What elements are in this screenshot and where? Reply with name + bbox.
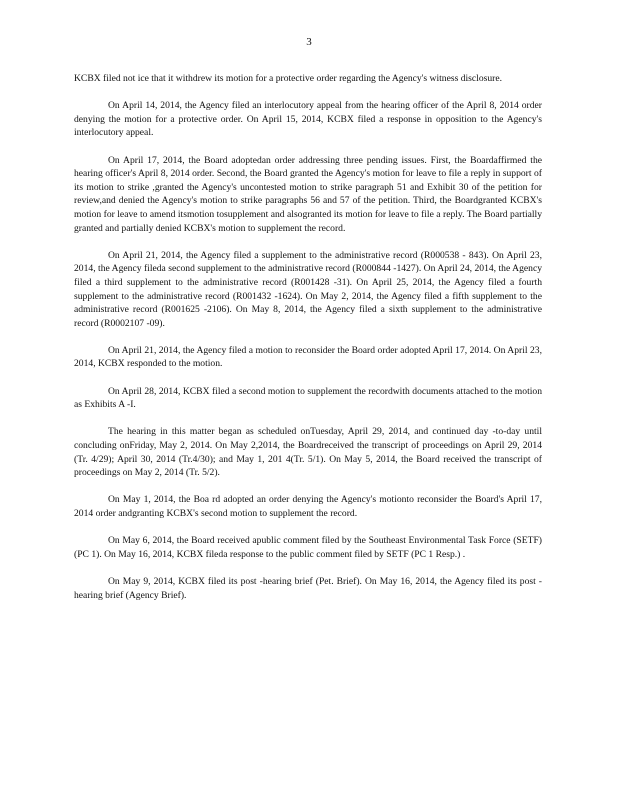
page-number: 3 xyxy=(306,36,312,48)
paragraph-interlocutory-appeal: On April 14, 2014, the Agency filed an interlocutory appeal from the hearing officer of the April 8, 2014 order denying the motion for a protective order. On April 15, 2014, KCBX filed a response in opposition to the Agency's interlocutory appeal. xyxy=(74,100,542,139)
document-body xyxy=(74,72,542,616)
paragraph-motion-to-reconsider: On April 21, 2014, the Agency filed a motion to reconsider the Board order adopted April 17, 2014. On April 23, 2014, KCBX responded to the motion. xyxy=(74,344,542,370)
paragraph-post-hearing-briefs: On May 9, 2014, KCBX filed its post -hearing brief (Pet. Brief). On May 16, 2014, the Agency filed its post -hearing brief (Agency Brief). xyxy=(74,575,542,601)
paragraph-second-motion-supplement: On April 28, 2014, KCBX filed a second motion to supplement the recordwith documents attached to the motion as Exhibits A -I. xyxy=(74,385,542,411)
paragraph-may-1-order: On May 1, 2014, the Boa rd adopted an order denying the Agency's motionto reconsider the Board's April 17, 2014 order andgranting KCBX's second motion to supplement the record. xyxy=(74,494,542,519)
paragraph-public-comment: On May 6, 2014, the Board received apublic comment filed by the Southeast Environmental Task Force (SETF) (PC 1). On May 16, 2014, KCBX fileda response to the public comment filed by SETF (PC 1 Resp.) . xyxy=(74,535,542,560)
paragraph-april-17-order: On April 17, 2014, the Board adoptedan order addressing three pending issues. First, the Boardaffirmed the hearing officer's April 8, 2014 order. Second, the Board granted the Agency's motion for leave to file a reply in support of its motion to strike ,granted the Agency's uncontested motion to strike paragraph 51 and Exhibit 30 of the petition for review,and denied the Agency's motion to strike paragraphs 56 and 57 of the petition. Third, the Boardgranted KCBX's motion for leave to amend itsmotion tosupplement and alsogranted its motion for leave to file a reply. The Board partially granted and partially denied KCBX's motion to supplement the record. xyxy=(74,154,542,234)
paragraph-withdrawal-notice: KCBX filed not ice that it withdrew its motion for a protective order regarding the Agency's witness disclosure. xyxy=(74,73,503,84)
paragraph-hearing: The hearing in this matter began as scheduled onTuesday, April 29, 2014, and continued day -to-day until concluding onFriday, May 2, 2014. On May 2,2014, the Boardreceived the transcript of proceedings on April 29, 2014 (Tr. 4/29); April 30, 2014 (Tr.4/30); and May 1, 201 4(Tr. 5/1). On May 5, 2014, the Board received the transcript of proceedings on May 2, 2014 (Tr. 5/2). xyxy=(74,426,542,479)
paragraph-record-supplements: On April 21, 2014, the Agency filed a supplement to the administrative record (R000538 - 843). On April 23, 2014, the Agency fileda second supplement to the administrative record (R000844 -1427). On April 24, 2014, the Agency filed a third supplement to the administrative record (R001428 -31). On April 25, 2014, the Agency filed a fourth supplement to the administrative record (R001432 -1624). On May 2, 2014, the Agency filed a fifth supplement to the administrative record (R001625 -2106). On May 8, 2014, the Agency filed a sixth supplement to the administrative record (R0002107 -09). xyxy=(74,249,542,329)
